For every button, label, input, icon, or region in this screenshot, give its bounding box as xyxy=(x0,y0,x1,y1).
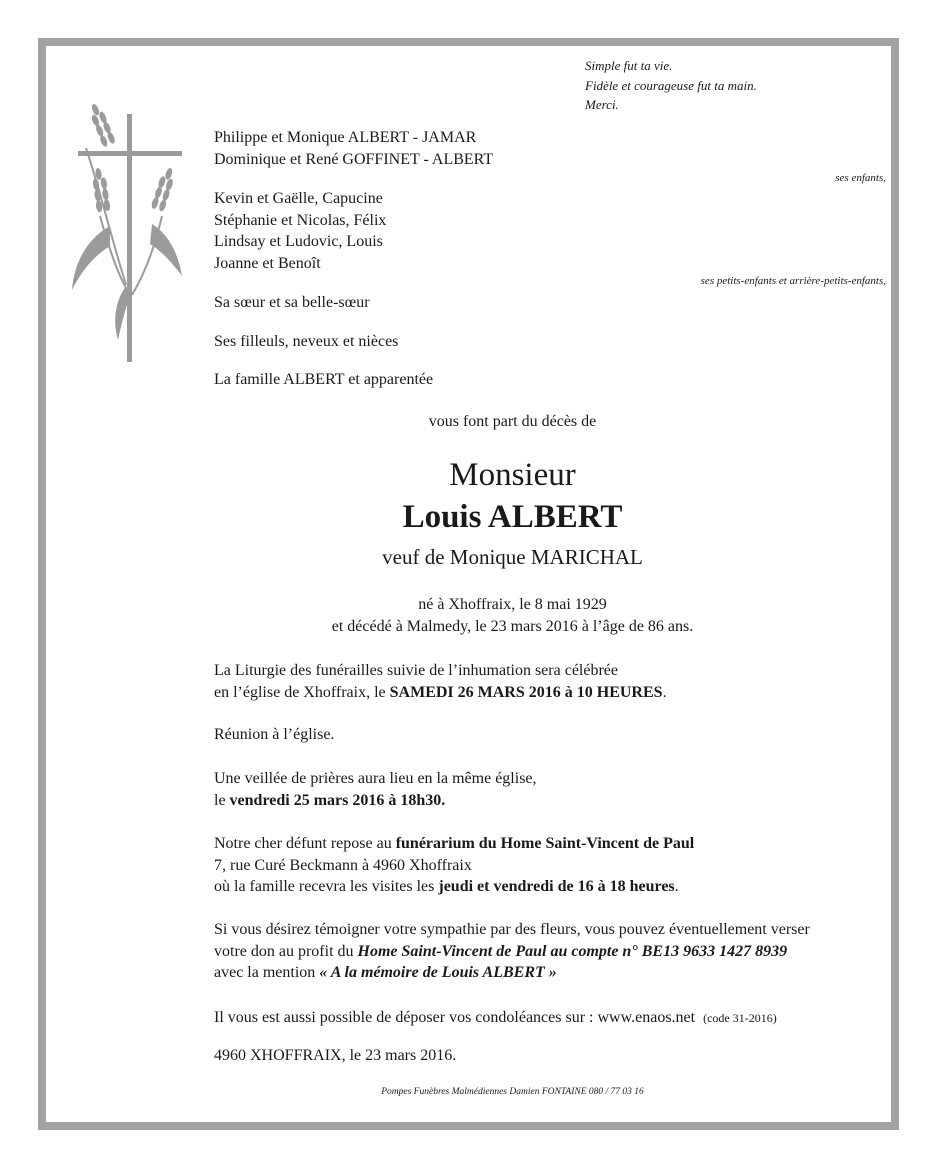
epigraph-line: Fidèle et courageuse fut ta main. xyxy=(585,77,757,93)
funerarium-text: Notre cher défunt repose au xyxy=(214,835,396,852)
epigraph xyxy=(585,56,757,115)
visiting-hours: jeudi et vendredi de 16 à 18 heures xyxy=(438,878,675,895)
liturgy-text: en l’église de Xhoffraix, le xyxy=(214,683,390,701)
flowers-paragraph xyxy=(214,919,810,984)
funerarium-line xyxy=(214,833,694,855)
children-list xyxy=(214,127,493,170)
deceased-title: Monsieur xyxy=(449,457,576,493)
vigil-line: Une veillée de prières aura lieu en la même église, xyxy=(214,770,537,787)
sister-line: Sa sœur et sa belle-sœur xyxy=(214,294,370,311)
child-couple: Philippe et Monique ALBERT - JAMAR xyxy=(214,129,477,146)
deceased-widower: veuf de Monique MARICHAL xyxy=(382,545,643,569)
epigraph-line: Simple fut ta vie. xyxy=(585,58,673,73)
liturgy-line xyxy=(214,682,667,704)
vigil-paragraph xyxy=(214,768,537,811)
funerarium-text: où la famille recevra les visites les xyxy=(214,878,439,895)
announcement: vous font part du décès de xyxy=(428,413,597,430)
funerarium-name: funérarium du Home Saint-Vincent de Paul xyxy=(395,835,695,852)
grandchild-couple: Kevin et Gaëlle, Capucine xyxy=(214,190,383,207)
grandchild-couple: Stéphanie et Nicolas, Félix xyxy=(214,211,387,229)
cross-wheat-icon xyxy=(66,100,188,365)
family-line: La famille ALBERT et apparentée xyxy=(214,371,434,388)
funeral-datetime: SAMEDI 26 MARS 2016 à 10 HEURES xyxy=(389,683,663,701)
condolences-code: (code 31-2016) xyxy=(703,1011,777,1025)
footer-funeral-home: Pompes Funèbres Malmédiennes Damien FONTAINE 080 / 77 03 16 xyxy=(381,1087,644,1097)
grandchildren-list xyxy=(214,188,386,274)
birth-line: né à Xhoffraix, le 8 mai 1929 xyxy=(418,596,607,613)
godchildren-line: Ses filleuls, neveux et nièces xyxy=(214,333,399,350)
flowers-line: Si vous désirez témoigner votre sympathie par des fleurs, vous pouvez éventuellement verser xyxy=(214,921,810,938)
place-date: 4960 XHOFFRAIX, le 23 mars 2016. xyxy=(214,1047,457,1064)
death-line: et décédé à Malmedy, le 23 mars 2016 à l’âge de 86 ans. xyxy=(331,618,694,635)
condolences-text: Il vous est aussi possible de déposer vos condoléances sur : www.enaos.net xyxy=(214,1009,696,1026)
grandchildren-note: ses petits-enfants et arrière-petits-enfants, xyxy=(700,275,886,287)
vigil-line xyxy=(214,790,537,812)
reunion-line: Réunion à l’église. xyxy=(214,726,335,743)
vigil-datetime: vendredi 25 mars 2016 à 18h30. xyxy=(229,791,446,809)
epigraph-line: Merci. xyxy=(585,97,619,112)
deceased-name: Louis ALBERT xyxy=(402,499,623,535)
donation-mention: « A la mémoire de Louis ALBERT » xyxy=(319,964,557,981)
grandchild-couple: Lindsay et Ludovic, Louis xyxy=(214,233,383,250)
donation-account: Home Saint-Vincent de Paul au compte n° BE13 9633 1427 8939 xyxy=(357,942,788,960)
children-note: ses enfants, xyxy=(835,172,886,184)
flowers-line xyxy=(214,962,810,984)
liturgy-text: . xyxy=(662,683,667,701)
condolences-line xyxy=(214,1007,777,1030)
grandchild-couple: Joanne et Benoît xyxy=(214,254,321,272)
liturgy-line: La Liturgie des funérailles suivie de l’inhumation sera célébrée xyxy=(214,662,618,679)
liturgy-paragraph xyxy=(214,660,667,703)
flowers-text: avec la mention xyxy=(214,964,320,981)
vigil-text: le xyxy=(214,791,230,809)
flowers-text: votre don au profit du xyxy=(214,942,358,960)
funerarium-line xyxy=(214,876,694,898)
child-couple: Dominique et René GOFFINET - ALBERT xyxy=(214,150,494,168)
funerarium-paragraph xyxy=(214,833,694,898)
funerarium-text: . xyxy=(674,878,679,895)
funerarium-address: 7, rue Curé Beckmann à 4960 Xhoffraix xyxy=(214,856,472,874)
flowers-line xyxy=(214,941,810,963)
